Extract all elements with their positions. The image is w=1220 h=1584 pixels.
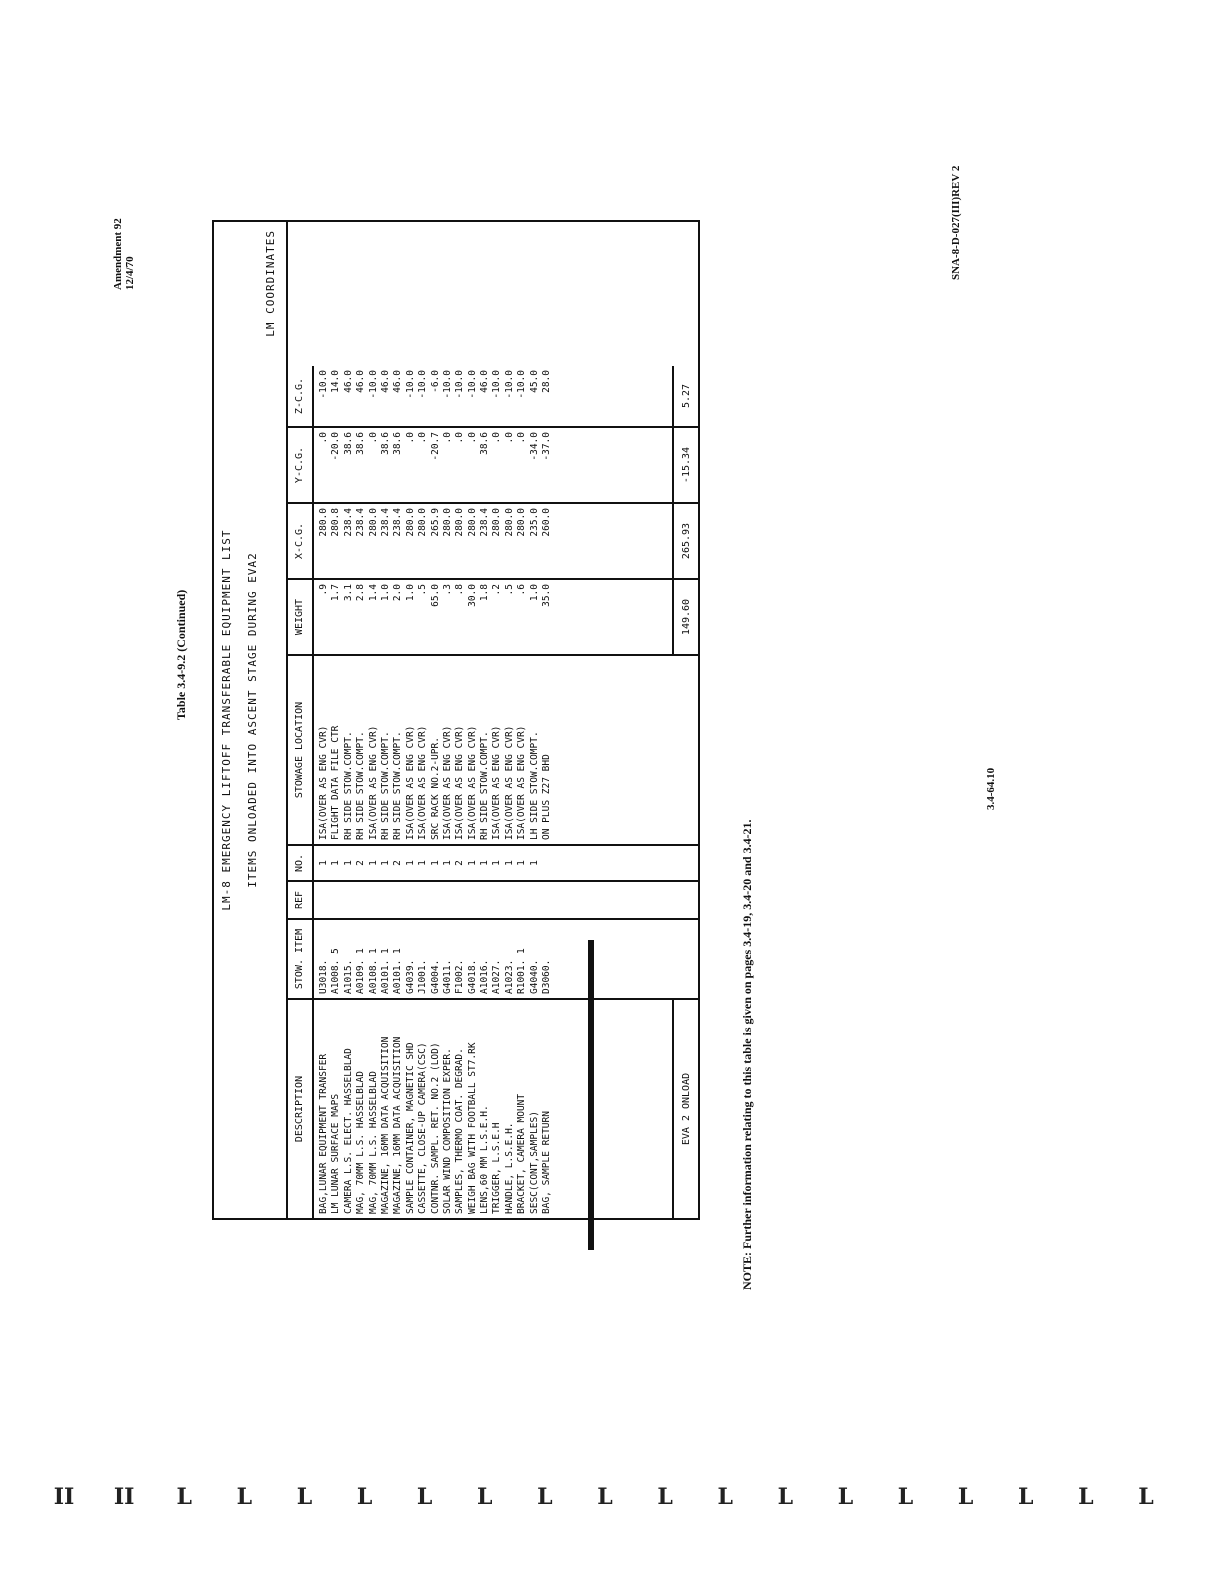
table-cell-wt: 1.0 xyxy=(379,584,391,602)
table-cell-item: A0108. 1 xyxy=(367,948,379,994)
table-cell-desc: LENS,60 MM L.S.E.H. xyxy=(479,1105,491,1214)
table-cell-x: 280.0 xyxy=(404,508,416,537)
table-cell-x: 280.0 xyxy=(466,508,478,537)
table-cell-no: 1 xyxy=(429,860,441,866)
table-cell-wt: .3 xyxy=(441,584,453,596)
table-cell-item: G4018. xyxy=(466,959,478,994)
table-cell-wt: 35.0 xyxy=(541,584,553,607)
fiducial-mark: II xyxy=(113,1484,135,1510)
table-cell-desc: MAGAZINE, 16MM DATA ACQUISITION xyxy=(379,1036,391,1214)
fiducial-mark: L xyxy=(897,1484,914,1510)
table-cell-y: .0 xyxy=(318,432,329,444)
table-cell-loc: LH SIDE STOW.COMPT. xyxy=(528,731,540,840)
table-cell-loc: RH SIDE STOW.COMPT. xyxy=(342,731,354,840)
table-cell-item: A1015. xyxy=(342,959,354,994)
table-cell-no: 1 xyxy=(367,860,379,866)
column-no xyxy=(288,844,700,880)
table-cell-loc: ISA(OVER AS ENG CVR) xyxy=(417,725,429,840)
total-weight: 149.60 xyxy=(672,580,700,654)
table-cell-desc: WEIGH BAG WITH FOOTBALL ST7.RK xyxy=(466,1042,478,1214)
xcg-cells xyxy=(318,508,553,574)
table-cell-z: 46.0 xyxy=(479,370,491,393)
column-ref xyxy=(288,880,700,918)
table-cell-x: 260.0 xyxy=(541,508,553,537)
amendment-block xyxy=(112,218,136,290)
table-cell-wt: 1.7 xyxy=(330,584,342,602)
header-ref: REF xyxy=(288,882,314,918)
table-cell-z: -6.0 xyxy=(429,370,441,393)
table-cell-no: 1 xyxy=(503,860,515,866)
amendment-label: Amendment 92 xyxy=(112,218,124,290)
table-cell-desc: HANDLE, L.S.E.H. xyxy=(503,1122,515,1214)
table-cell-z: 46.0 xyxy=(355,370,367,393)
fiducial-mark: L xyxy=(837,1484,854,1510)
table-cell-x: 265.9 xyxy=(429,508,441,537)
table-cell-desc: CAMERA L.S. ELECT. HASSELBLAD xyxy=(342,1048,354,1214)
fiducial-mark: L xyxy=(537,1484,553,1510)
fiducial-mark: L xyxy=(176,1484,192,1510)
table-cell-z: -10.0 xyxy=(367,370,379,399)
table-cell-z: -10.0 xyxy=(516,370,528,399)
table-cell-z: -10.0 xyxy=(466,370,478,399)
zcg-cells xyxy=(318,370,553,422)
table-cell-y: .0 xyxy=(466,432,478,444)
table-cell-no: 2 xyxy=(355,860,367,866)
table-cell-no xyxy=(541,850,553,876)
table-caption: Table 3.4-9.2 (Continued) xyxy=(174,589,188,720)
table-cell-y: 38.6 xyxy=(379,432,391,455)
table-cell-x: 238.4 xyxy=(355,508,367,537)
fiducial-mark: L xyxy=(416,1484,433,1510)
table-cell-loc: FLIGHT DATA FILE CTR xyxy=(330,725,342,840)
fiducial-mark: L xyxy=(657,1484,673,1510)
header-weight: WEIGHT xyxy=(288,580,314,654)
table-cell-loc: ISA(OVER AS ENG CVR) xyxy=(466,725,478,840)
table-cell-desc: SAMPLES, THERMO COAT. DEGRAD. xyxy=(454,1048,466,1214)
coordinates-group-label: LM COORDINATES xyxy=(264,230,277,337)
header-ycg: Y-C.G. xyxy=(288,428,314,502)
table-subtitle: ITEMS ONLOADED INTO ASCENT STAGE DURING EVA2 xyxy=(246,552,259,888)
weight-cells xyxy=(318,584,553,650)
table-cell-wt: 1.0 xyxy=(404,584,416,602)
table-cell-z: 14.0 xyxy=(330,370,342,393)
table-cell-x: 235.0 xyxy=(528,508,540,537)
table-grid xyxy=(286,222,700,1218)
table-cell-item: A1027. xyxy=(491,959,503,994)
table-cell-item: G4040. xyxy=(528,959,540,994)
table-cell-loc: ISA(OVER AS ENG CVR) xyxy=(516,725,528,840)
table-cell-wt: 2.0 xyxy=(392,584,404,602)
table-cell-desc: CASSETTE, CLOSE-UP CAMERA(CSC) xyxy=(417,1042,429,1214)
revision-bar xyxy=(588,940,594,1250)
table-cell-item: G4011. xyxy=(441,959,453,994)
table-cell-y: -37.0 xyxy=(541,432,553,461)
table-cell-y: .0 xyxy=(404,432,416,444)
table-cell-item: D3060. xyxy=(541,959,553,994)
table-cell-loc: ISA(OVER AS ENG CVR) xyxy=(441,725,453,840)
table-cell-z: 46.0 xyxy=(342,370,354,393)
table-cell-z: 46.0 xyxy=(392,370,404,393)
fiducial-mark: II xyxy=(53,1484,75,1510)
table-note: NOTE: Further information relating to this table is given on pages 3.4-19, 3.4-20 and 3.4-21. xyxy=(740,819,754,1290)
header-no: NO. xyxy=(288,846,314,880)
equipment-table xyxy=(212,220,700,1220)
table-cell-loc: ISA(OVER AS ENG CVR) xyxy=(404,725,416,840)
table-cell-desc: CONTNR. SAMPL. RET. NO.2 (LOD) xyxy=(429,1042,441,1214)
table-cell-no: 1 xyxy=(479,860,491,866)
table-cell-desc: SAMPLE CONTAINER, MAGNETIC SHD xyxy=(404,1042,416,1214)
fiducial-mark: L xyxy=(717,1484,733,1510)
table-cell-z: -10.0 xyxy=(491,370,503,399)
table-cell-z: -10.0 xyxy=(503,370,515,399)
column-zcg xyxy=(288,222,700,426)
table-cell-x: 280.0 xyxy=(454,508,466,537)
table-cell-loc: ISA(OVER AS ENG CVR) xyxy=(454,725,466,840)
table-cell-desc: SESC(CONT,SAMPLES) xyxy=(528,1111,540,1214)
table-cell-desc: SOLAR WIND COMPOSITION EXPER. xyxy=(441,1048,453,1214)
table-cell-y: 38.6 xyxy=(392,432,404,455)
page-number: 3.4-64.10 xyxy=(985,767,997,810)
table-cell-x: 238.4 xyxy=(342,508,354,537)
table-cell-loc: ISA(OVER AS ENG CVR) xyxy=(491,725,503,840)
table-cell-y: -20.7 xyxy=(429,432,441,461)
table-cell-loc: ISA(OVER AS ENG CVR) xyxy=(503,725,515,840)
table-cell-desc: TRIGGER, L.S.E.H xyxy=(491,1122,503,1214)
header-zcg: Z-C.G. xyxy=(288,366,314,426)
table-cell-y: .0 xyxy=(417,432,429,444)
fiducial-mark: L xyxy=(477,1484,493,1510)
table-cell-x: 280.0 xyxy=(417,508,429,537)
table-cell-no: 1 xyxy=(318,860,329,866)
column-ycg xyxy=(288,426,700,502)
table-cell-no: 1 xyxy=(342,860,354,866)
description-cells xyxy=(318,1004,553,1214)
table-cell-item: A0101. 1 xyxy=(379,948,391,994)
table-cell-x: 238.4 xyxy=(392,508,404,537)
table-cell-y: 38.6 xyxy=(479,432,491,455)
table-cell-x: 280.8 xyxy=(330,508,342,537)
table-cell-desc: MAGAZINE, 16MM DATA ACQUISITION xyxy=(392,1036,404,1214)
header-description: DESCRIPTION xyxy=(288,1000,314,1218)
fiducial-mark: L xyxy=(597,1484,613,1510)
table-cell-z: 45.0 xyxy=(528,370,540,393)
table-cell-loc: RH SIDE STOW.COMPT. xyxy=(392,731,404,840)
table-cell-no: 1 xyxy=(404,860,416,866)
table-cell-loc: ON PLUS Z27 BHD xyxy=(541,754,553,840)
table-cell-wt: 3.1 xyxy=(342,584,354,602)
table-cell-no: 1 xyxy=(466,860,478,866)
table-cell-item: G4039. xyxy=(404,959,416,994)
table-cell-no: 1 xyxy=(417,860,429,866)
table-cell-desc: LM LUNAR SURFACE MAPS xyxy=(330,1093,342,1214)
table-cell-loc: SRC RACK NO.2-UPR. xyxy=(429,737,441,840)
table-cell-wt: 2.8 xyxy=(355,584,367,602)
column-xcg xyxy=(288,502,700,578)
table-cell-no: 1 xyxy=(516,860,528,866)
amendment-date: 12/4/70 xyxy=(124,256,136,290)
table-cell-item: A0101. 1 xyxy=(392,948,404,994)
table-cell-y: .0 xyxy=(503,432,515,444)
table-cell-wt: 1.4 xyxy=(367,584,379,602)
table-cell-loc: ISA(OVER AS ENG CVR) xyxy=(367,725,379,840)
no-cells xyxy=(318,850,553,876)
table-cell-desc: BAG, SAMPLE RETURN xyxy=(541,1111,553,1214)
table-cell-x: 238.4 xyxy=(379,508,391,537)
table-cell-wt: .6 xyxy=(516,584,528,596)
table-title: LM-8 EMERGENCY LIFTOFF TRANSFERABLE EQUIPMENT LIST xyxy=(220,529,233,911)
table-cell-desc: MAG, 70MM L.S. HASSELBLAD xyxy=(367,1071,379,1214)
total-label: EVA 2 ONLOAD xyxy=(672,1000,700,1218)
total-ycg: -15.34 xyxy=(672,428,700,502)
table-cell-item: A0109. 1 xyxy=(355,948,367,994)
table-cell-wt: 65.0 xyxy=(429,584,441,607)
table-cell-no: 1 xyxy=(528,860,540,866)
table-cell-z: 46.0 xyxy=(379,370,391,393)
header-stow-item: STOW. ITEM xyxy=(288,920,314,998)
table-cell-y: .0 xyxy=(441,432,453,444)
table-cell-wt: .5 xyxy=(503,584,515,596)
table-cell-x: 280.0 xyxy=(491,508,503,537)
table-cell-y: .0 xyxy=(454,432,466,444)
fiducial-mark: L xyxy=(356,1484,373,1510)
table-cell-z: -10.0 xyxy=(454,370,466,399)
table-cell-no: 1 xyxy=(441,860,453,866)
location-cells xyxy=(318,660,553,840)
table-cell-x: 238.4 xyxy=(479,508,491,537)
header-stowage-location: STOWAGE LOCATION xyxy=(288,656,314,844)
document-number: SNA-8-D-027(III)REV 2 xyxy=(950,165,962,280)
total-zcg: 5.27 xyxy=(672,366,700,426)
column-description xyxy=(288,998,700,1218)
table-cell-desc: BRACKET, CAMERA MOUNT xyxy=(516,1093,528,1214)
table-cell-loc: RH SIDE STOW.COMPT. xyxy=(355,731,367,840)
fiducial-mark: L xyxy=(1018,1484,1034,1510)
table-cell-z: -10.0 xyxy=(441,370,453,399)
table-cell-y: 38.6 xyxy=(342,432,354,455)
table-cell-y: -20.0 xyxy=(330,432,342,461)
table-cell-wt: .5 xyxy=(417,584,429,596)
table-cell-z: 28.0 xyxy=(541,370,553,393)
table-cell-item: A1008. 5 xyxy=(330,948,342,994)
table-cell-x: 280.0 xyxy=(441,508,453,537)
table-cell-wt: 1.8 xyxy=(479,584,491,602)
fiducial-mark: L xyxy=(236,1484,253,1510)
table-cell-no: 1 xyxy=(491,860,503,866)
table-cell-wt: .8 xyxy=(454,584,466,596)
table-cell-item: A1023. xyxy=(503,959,515,994)
table-cell-loc: ISA(OVER AS ENG CVR) xyxy=(318,725,329,840)
stow-item-cells xyxy=(318,924,553,994)
table-cell-z: -10.0 xyxy=(318,370,329,399)
table-cell-wt: 1.0 xyxy=(528,584,540,602)
table-cell-x: 280.0 xyxy=(516,508,528,537)
table-cell-x: 280.0 xyxy=(367,508,379,537)
table-cell-y: -34.0 xyxy=(528,432,540,461)
table-cell-no: 2 xyxy=(392,860,404,866)
ycg-cells xyxy=(318,432,553,498)
table-cell-y: .0 xyxy=(367,432,379,444)
table-cell-loc: RH SIDE STOW.COMPT. xyxy=(379,731,391,840)
total-xcg: 265.93 xyxy=(672,504,700,578)
table-cell-y: .0 xyxy=(491,432,503,444)
table-cell-no: 2 xyxy=(454,860,466,866)
table-cell-y: 38.6 xyxy=(355,432,367,455)
table-cell-x: 280.0 xyxy=(318,508,329,537)
rotated-page xyxy=(110,60,997,1420)
table-cell-wt: .9 xyxy=(318,584,329,596)
table-cell-item: R1001. 1 xyxy=(516,948,528,994)
fiducial-mark: L xyxy=(1138,1484,1154,1510)
fiducial-mark: L xyxy=(957,1484,974,1510)
table-cell-item: F1002. xyxy=(454,959,466,994)
fiducial-mark: L xyxy=(777,1484,794,1510)
table-cell-desc: MAG, 70MM L.S. HASSELBLAD xyxy=(355,1071,367,1214)
table-cell-loc: RH SIDE STOW.COMPT. xyxy=(479,731,491,840)
fiducial-mark: L xyxy=(1078,1484,1094,1510)
table-cell-item: G4004. xyxy=(429,959,441,994)
table-cell-no: 1 xyxy=(330,860,342,866)
table-cell-x: 280.0 xyxy=(503,508,515,537)
table-cell-desc: BAG,LUNAR EQUIPMENT TRANSFER xyxy=(318,1053,329,1214)
fiducial-marks xyxy=(50,1484,1160,1514)
table-cell-wt: .2 xyxy=(491,584,503,596)
table-cell-no: 1 xyxy=(379,860,391,866)
table-cell-item: A1016. xyxy=(479,959,491,994)
header-xcg: X-C.G. xyxy=(288,504,314,578)
table-cell-item: J1001. xyxy=(417,959,429,994)
column-stow-item xyxy=(288,918,700,998)
column-stowage-location xyxy=(288,654,700,844)
table-cell-z: -10.0 xyxy=(404,370,416,399)
column-weight xyxy=(288,578,700,654)
table-cell-z: -10.0 xyxy=(417,370,429,399)
table-cell-y: .0 xyxy=(516,432,528,444)
table-cell-item: U3018. xyxy=(318,959,329,994)
table-cell-wt: 30.0 xyxy=(466,584,478,607)
fiducial-mark: L xyxy=(296,1484,313,1510)
